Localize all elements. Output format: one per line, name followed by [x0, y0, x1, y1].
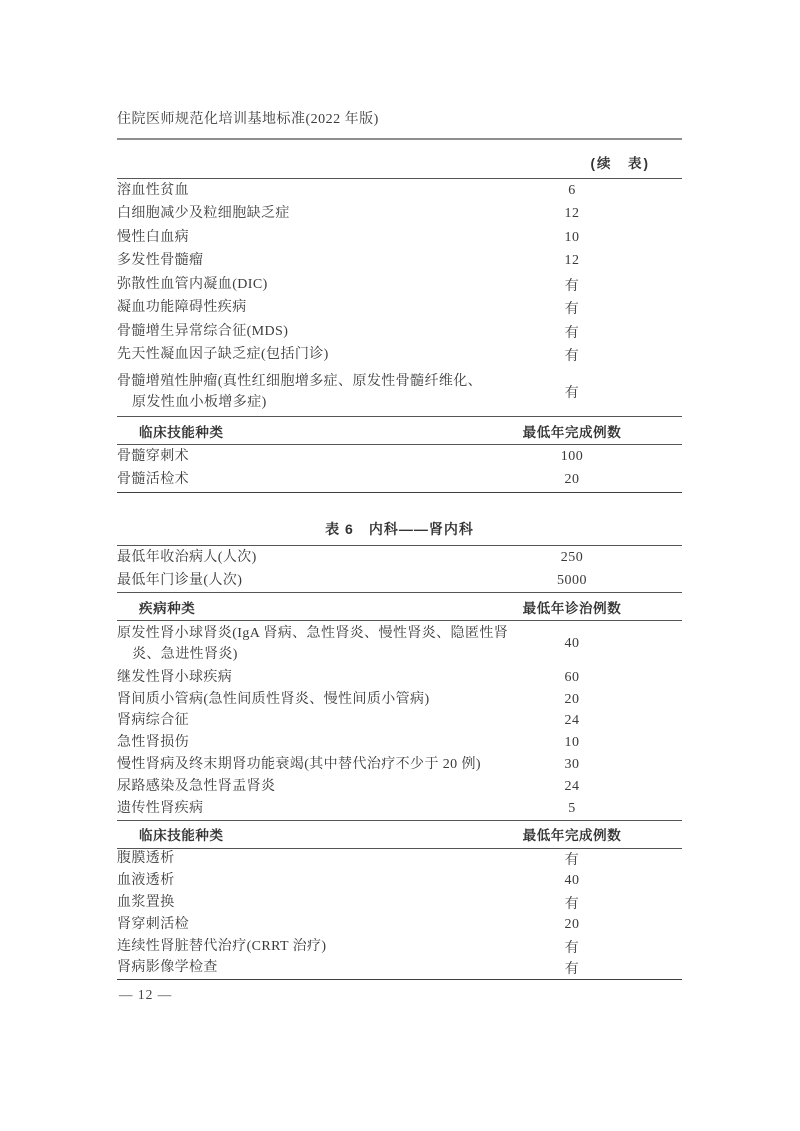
- disease-name: [117, 623, 509, 665]
- skill-value: 有: [564, 962, 580, 978]
- disease-name: 继发性肾小球疾病: [117, 669, 233, 685]
- table-row: [117, 320, 682, 344]
- disease-name-line2: 原发性血小板增多症): [132, 394, 267, 410]
- disease-name: 多发性骨髓瘤: [117, 253, 204, 269]
- table-row: [117, 344, 682, 368]
- table-header-row: [117, 821, 682, 848]
- skill-value: 100: [560, 448, 584, 464]
- overview-value: 5000: [557, 572, 587, 588]
- disease-name: 溶血性贫血: [117, 182, 189, 198]
- table-row: [117, 546, 682, 569]
- column-header-min-cases: 最低年完成例数: [522, 424, 622, 440]
- skill-name: 肾穿刺活检: [117, 916, 189, 932]
- table-row: [117, 250, 682, 274]
- column-header-category: 临床技能种类: [139, 424, 224, 440]
- disease-value: 有: [564, 278, 580, 294]
- disease-value: 24: [564, 778, 580, 794]
- disease-value: 40: [564, 636, 580, 651]
- table-row: [117, 203, 682, 227]
- skill-value: 有: [564, 940, 580, 956]
- table-header-row: [117, 417, 682, 444]
- table-row: [117, 776, 682, 798]
- disease-value: 30: [564, 757, 580, 773]
- table-row: [117, 914, 682, 936]
- table-bottom-rule: [117, 492, 682, 493]
- disease-name: 慢性肾病及终末期肾功能衰竭(其中替代治疗不少于 20 例): [117, 757, 481, 773]
- disease-name-line2: 炎、急进性肾炎): [132, 647, 238, 662]
- disease-value: 5: [568, 800, 576, 816]
- table-row: [117, 892, 682, 914]
- disease-value: 6: [568, 182, 576, 198]
- disease-value: 有: [564, 349, 580, 365]
- skill-value: 有: [564, 853, 580, 869]
- disease-name: 肾病综合征: [117, 713, 189, 729]
- continued-table-label: (续 表): [590, 155, 650, 171]
- continued-table-label-row: [117, 151, 682, 172]
- table-row: [117, 958, 682, 980]
- disease-value: 有: [564, 385, 580, 401]
- disease-name: [117, 371, 483, 413]
- skill-value: 40: [564, 873, 580, 889]
- column-header-category: 临床技能种类: [139, 828, 224, 844]
- disease-value: 60: [564, 669, 580, 685]
- table-row: [117, 226, 682, 250]
- table-row: [117, 445, 682, 469]
- table-row: [117, 711, 682, 733]
- table-row: [117, 689, 682, 711]
- table-row: [117, 754, 682, 776]
- table-bottom-rule: [117, 979, 682, 980]
- disease-name: 急性肾损伤: [117, 735, 189, 751]
- disease-name: 慢性白血病: [117, 229, 189, 245]
- skill-name: 骨髓穿刺术: [117, 448, 189, 464]
- overview-value: 250: [560, 549, 584, 565]
- skill-value: 有: [564, 897, 580, 913]
- disease-value: 有: [564, 302, 580, 318]
- table-row: [117, 273, 682, 297]
- table-row: [117, 179, 682, 203]
- table-row: [117, 732, 682, 754]
- disease-name-line1: 骨髓增殖性肿瘤(真性红细胞增多症、原发性骨髓纤维化、: [117, 373, 483, 389]
- disease-name: 白细胞减少及粒细胞缺乏症: [117, 206, 290, 222]
- skill-name: 血浆置换: [117, 895, 175, 911]
- table-row: [117, 870, 682, 892]
- disease-name-line1: 原发性肾小球肾炎(IgA 肾病、急性肾炎、慢性肾炎、隐匿性肾: [117, 626, 509, 641]
- skill-name: 腹膜透析: [117, 851, 175, 867]
- skill-value: 20: [564, 916, 580, 932]
- running-head: 住院医师规范化培训基地标准(2022 年版): [117, 110, 682, 140]
- disease-value: 有: [564, 325, 580, 341]
- disease-value: 12: [564, 253, 580, 269]
- skill-value: 20: [564, 472, 580, 488]
- table-row: [117, 469, 682, 493]
- disease-name: 凝血功能障碍性疾病: [117, 300, 247, 316]
- disease-name: 尿路感染及急性肾盂肾炎: [117, 778, 276, 794]
- table-row: [117, 367, 682, 416]
- table-row: [117, 936, 682, 958]
- overview-label: 最低年收治病人(人次): [117, 549, 257, 565]
- table5-continued: [117, 178, 682, 493]
- column-header-min-cases: 最低年完成例数: [522, 828, 622, 844]
- table-row: [117, 667, 682, 689]
- skill-name: 骨髓活检术: [117, 472, 189, 488]
- table-header-row: [117, 593, 682, 620]
- disease-value: 24: [564, 713, 580, 729]
- skill-name: 血液透析: [117, 873, 175, 889]
- disease-name: 弥散性血管内凝血(DIC): [117, 276, 268, 292]
- table-row: [117, 798, 682, 820]
- disease-value: 10: [564, 735, 580, 751]
- table6: [117, 545, 682, 980]
- column-header-category: 疾病种类: [139, 600, 196, 616]
- disease-name: 遗传性肾疾病: [117, 800, 204, 816]
- disease-name: 骨髓增生异常综合征(MDS): [117, 323, 289, 339]
- column-header-min-cases: 最低年诊治例数: [522, 600, 622, 616]
- skill-name: 肾病影像学检查: [117, 960, 218, 976]
- disease-value: 12: [564, 206, 580, 222]
- disease-value: 20: [564, 691, 580, 707]
- overview-label: 最低年门诊量(人次): [117, 572, 243, 588]
- table-row: [117, 621, 682, 667]
- table-row: [117, 297, 682, 321]
- disease-name: 先天性凝血因子缺乏症(包括门诊): [117, 347, 329, 363]
- disease-value: 10: [564, 229, 580, 245]
- disease-name: 肾间质小管病(急性间质性肾炎、慢性间质小管病): [117, 691, 430, 707]
- page-number: — 12 —: [119, 987, 173, 1003]
- table6-title: 表 6 内科——肾内科: [325, 521, 474, 537]
- table-row: [117, 849, 682, 871]
- skill-name: 连续性肾脏替代治疗(CRRT 治疗): [117, 938, 327, 954]
- table-row: [117, 569, 682, 592]
